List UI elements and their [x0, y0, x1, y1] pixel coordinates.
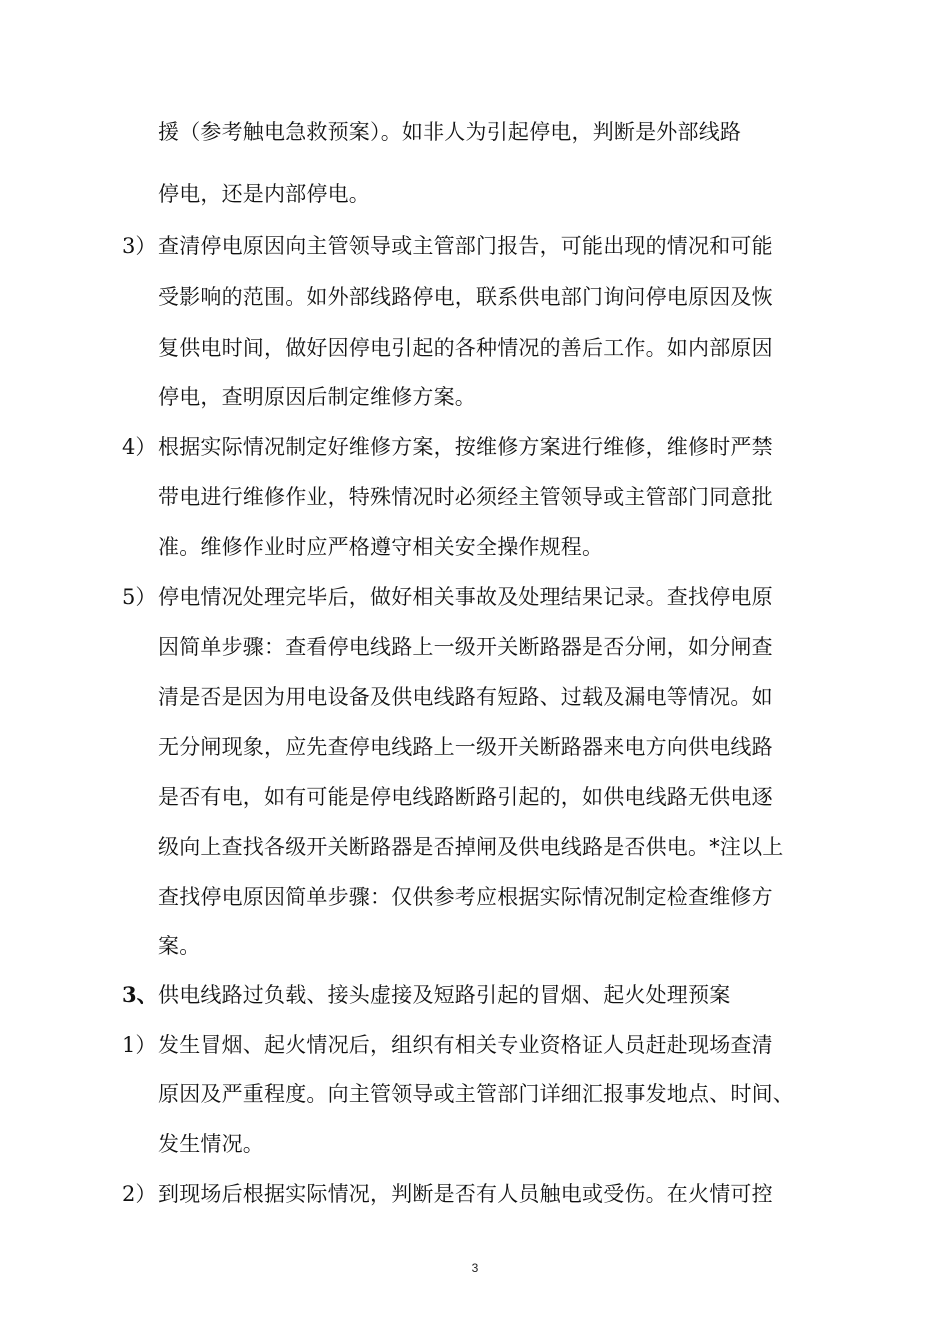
- list-marker: 1）: [122, 1033, 157, 1057]
- text-line: 因简单步骤：查看停电线路上一级开关断路器是否分闸，如分闸查: [158, 635, 773, 659]
- text-line: 带电进行维修作业，特殊情况时必须经主管领导或主管部门同意批: [158, 485, 773, 509]
- list-marker: 2）: [122, 1182, 157, 1206]
- text-line: 根据实际情况制定好维修方案，按维修方案进行维修，维修时严禁: [158, 435, 773, 459]
- text-line: 原因及严重程度。向主管领导或主管部门详细汇报事发地点、时间、: [158, 1082, 794, 1106]
- text-line: 是否有电，如有可能是停电线路断路引起的，如供电线路无供电逐: [158, 785, 773, 809]
- text-line: 受影响的范围。如外部线路停电，联系供电部门询问停电原因及恢: [158, 285, 773, 309]
- page-number: 3: [471, 1261, 479, 1275]
- list-marker: 5）: [122, 585, 157, 609]
- text-line: 准。维修作业时应严格遵守相关安全操作规程。: [158, 535, 604, 559]
- text-line: 发生情况。: [158, 1132, 264, 1156]
- text-line: 发生冒烟、起火情况后，组织有相关专业资格证人员赶赴现场查清: [158, 1033, 773, 1057]
- list-marker: 3）: [122, 234, 157, 258]
- text-line: 复供电时间，做好因停电引起的各种情况的善后工作。如内部原因: [158, 336, 773, 360]
- section-heading: 供电线路过负载、接头虚接及短路引起的冒烟、起火处理预案: [158, 983, 731, 1007]
- text-line: 级向上查找各级开关断路器是否掉闸及供电线路是否供电。*注以上: [158, 835, 784, 859]
- text-line: 停电，还是内部停电。: [158, 182, 370, 206]
- text-line: 停电情况处理完毕后，做好相关事故及处理结果记录。查找停电原: [158, 585, 773, 609]
- text-line: 案。: [158, 934, 201, 958]
- text-line: 无分闸现象，应先查停电线路上一级开关断路器来电方向供电线路: [158, 735, 773, 759]
- text-line: 到现场后根据实际情况，判断是否有人员触电或受伤。在火情可控: [158, 1182, 773, 1206]
- list-marker: 4）: [122, 435, 157, 459]
- text-line: 查清停电原因向主管领导或主管部门报告，可能出现的情况和可能: [158, 234, 773, 258]
- text-line: 查找停电原因简单步骤：仅供参考应根据实际情况制定检查维修方: [158, 885, 773, 909]
- text-line: 清是否是因为用电设备及供电线路有短路、过载及漏电等情况。如: [158, 685, 773, 709]
- section-number: 3、: [122, 982, 158, 1007]
- text-line: 停电，查明原因后制定维修方案。: [158, 385, 476, 409]
- text-line: 援（参考触电急救预案）。如非人为引起停电，判断是外部线路: [158, 120, 742, 144]
